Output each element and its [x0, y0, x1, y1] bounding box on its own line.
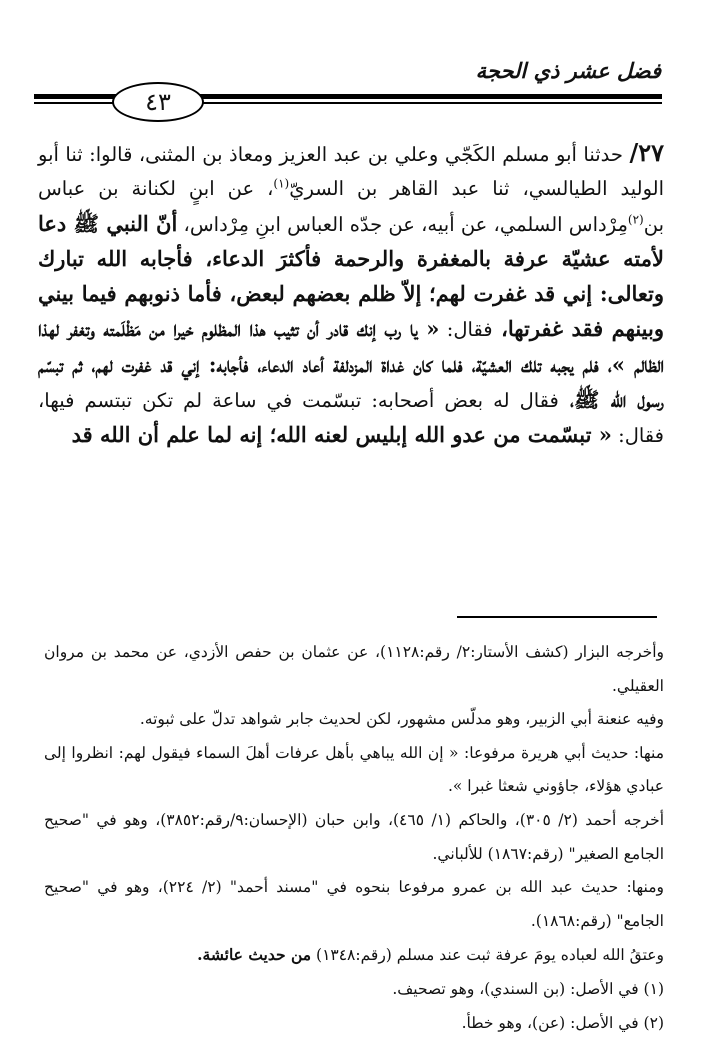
footnote-paragraph-6b: من حديث عائشة.	[197, 945, 312, 965]
running-title: فضل عشر ذي الحجة	[475, 58, 661, 83]
page-number: ٤٣	[112, 82, 204, 122]
qala-1: فقال:	[439, 318, 493, 342]
hadith-number: ٢٧/	[629, 138, 664, 167]
footnote-ref-1: (١)	[273, 176, 290, 191]
isnad-part-2: ، عن ابنٍ لكنانة بن عباس بن	[38, 177, 665, 236]
matn-part-2: « يا رب إنك قادر أن تثيب هذا المظلوم خيرا من مَظْلَمته وتغفر لهذا الظالم »، فلم يجبه تلك العشيّة، فلما كان غداة المزدلفة أعاد الدعاء، فأجابه: إني قد غفرت لهم، ثم تبسّم رسول الله ﷺ،	[38, 316, 664, 413]
matn-part-3: « تبسّمت من عدو الله إبليس لعنه الله؛ إنه لما علم أن الله قد	[71, 422, 612, 448]
footnote-divider	[457, 616, 657, 618]
isnad-part-3: مِرْداس السلمي، عن أبيه، عن جدّه العباس ابنِ مِرْداس،	[177, 212, 628, 236]
editor-note-2: (٢) في الأصل: (عن)، وهو خطأ.	[461, 1013, 664, 1032]
footnote-paragraph-6a: وعتقُ الله لعباده يومَ عرفة ثبت عند مسلم (رقم:١٣٤٨)	[311, 946, 664, 965]
footnote-paragraph-4: أخرجه أحمد (٢/ ٣٠٥)، والحاكم (١/ ٤٦٥)، وابن حبان (الإحسان:٩/رقم:٣٨٥٢)، وهو في "صحيح الجامع الصغير" (رقم:١٨٦٧) للألباني.	[44, 810, 664, 863]
footnote-paragraph-6	[44, 938, 664, 973]
footnote-ref-2: (٢)	[627, 212, 644, 227]
footnote-paragraph-5: ومنها: حديث عبد الله بن عمرو مرفوعا بنحوه في "مسند أحمد" (٢/ ٢٢٤)، وهو في "صحيح الجامع" (رقم:١٨٦٨).	[44, 878, 665, 930]
footnotes	[44, 636, 664, 1040]
matn-part-1: أنّ النبي ﷺ دعا لأمته عشيّة عرفة بالمغفرة والرحمة فأكثرَ الدعاء، فأجابه الله تبارك وتعالى: إني قد غفرت لهم؛ إلاّ ظلم بعضهم لبعض، فأما ذنوبهم فيما بيني وبينهم فقد غفرتها،	[38, 210, 664, 342]
footnote-paragraph-3: منها: حديث أبي هريرة مرفوعا: « إن الله يباهي بأهل عرفات أهلَ السماء فيقول لهم: انظروا إلى عبادي هؤلاء، جاؤوني شعثا غبرا ».	[44, 743, 664, 796]
isnad-part-1: حدثنا أبو مسلم الكَجّي وعلي بن عبد العزيز ومعاذ بن المثنى، قالوا: ثنا أبو الوليد الطيالسي، ثنا عبد القاهر بن السريّ	[38, 143, 664, 201]
editor-note-1: (١) في الأصل: (بن السندي)، وهو تصحيف.	[392, 979, 664, 998]
qala-2: فقال له بعض أصحابه: تبسّمت في ساعة لم تكن تبتسم فيها، فقال:	[38, 389, 664, 448]
footnote-paragraph-1: وأخرجه البزار (كشف الأستار:٢/ رقم:١١٢٨)، عن عثمان بن حفص الأزدي، عن محمد بن مروان العقيلي.	[44, 643, 664, 695]
footnote-paragraph-2: وفيه عنعنة أبي الزبير، وهو مدلّس مشهور، لكن لحديث جابر شواهد تدلّ على ثبوته.	[139, 710, 664, 729]
hadith-text	[38, 136, 664, 454]
